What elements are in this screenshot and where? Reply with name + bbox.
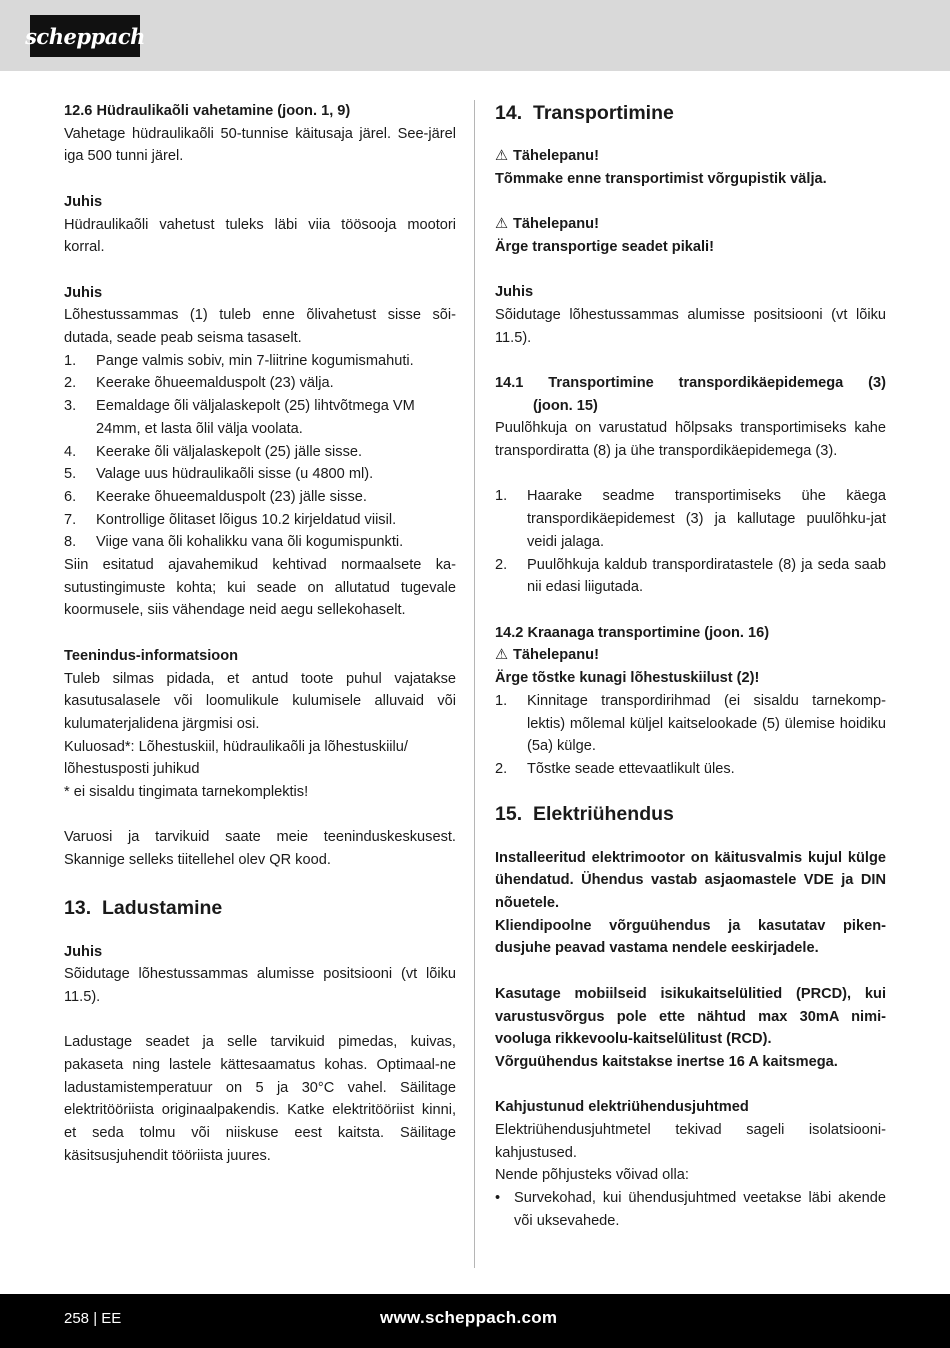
- left-column: [64, 100, 456, 1168]
- prcd-requirements: Kasutage mobiilseid isikukaitselülitied (PRCD), kui varustusvõrgus pole ette nähtud max 30mA nimi-vooluga rikkevoolu-kaitselülitust (RCD).: [495, 985, 886, 1048]
- list-item: 2. Puulõhkuja kaldub transpordiratastele (8) ja seda saab nii edasi liigutada.: [495, 556, 886, 596]
- section-14-2-title: 14.2 Kraanaga transportimine (joon. 16): [495, 624, 770, 641]
- warning-title: ⚠ Tähelepanu!: [495, 145, 886, 168]
- list-item: • Survekohad, kui ühendusjuhtmed veetakse läbi akende või uksevahede.: [495, 1190, 886, 1229]
- section-15-heading: 15. Elektriühendus: [495, 802, 674, 825]
- crane-transport-steps: [495, 690, 886, 781]
- note-text: Hüdraulikaõli vahetust tuleks läbi viia töösooja mootori korral.: [64, 216, 456, 256]
- list-item: 1. Haarake seadme transportimiseks ühe käega transpordikäepidemest (3) ja kallutage puulõhku-jat veidi jalaga.: [495, 488, 886, 550]
- list-item: 3. Eemaldage õli väljalaskepolt (25) lihtvõtmega VM 24mm, et lasta õlil välja voolata.: [64, 398, 415, 437]
- damaged-cables-title: Kahjustunud elektriühendusjuhtmed: [495, 1099, 749, 1116]
- warning-title: ⚠ Tähelepanu!: [495, 213, 886, 236]
- spare-parts-text: Varuosi ja tarvikuid saate meie teeninduskeskusest. Skannige selleks tiitellehel olev QR kood.: [64, 829, 456, 869]
- column-divider: [474, 100, 475, 1268]
- warning-text: Tõmmake enne transportimist võrgupistik välja.: [495, 170, 827, 187]
- brand-logo: scheppach: [30, 15, 140, 57]
- list-item: 1. Pange valmis sobiv, min 7-liitrine kogumismahuti.: [64, 352, 414, 369]
- intervals-text: Siin esitatud ajavahemikud kehtivad normaalsete ka-sutustingimuste kohta; kui seade on allutatud tugevale koormusele, siis vähendage neid aegu sellekohaselt.: [64, 557, 456, 619]
- handle-transport-steps: [495, 485, 886, 599]
- warning-text: Ärge transportige seadet pikali!: [495, 238, 714, 255]
- service-info-text: Tuleb silmas pidada, et antud toote puhul vajatakse kasutusalasele või loomulikule kulumisele alluvaid või kulumaterjalidena järgmisi osi.: [64, 670, 456, 732]
- note-title: Juhis: [64, 943, 103, 960]
- damage-reasons: [495, 1187, 886, 1232]
- note-text: Lõhestussammas (1) tuleb enne õlivahetust sisse sõi-dutada, seade peab seisma tasaselt.: [64, 307, 456, 346]
- list-item: 2. Tõstke seade ettevaatlikult üles.: [495, 760, 735, 777]
- note-title: Juhis: [495, 284, 534, 301]
- electrical-requirements: Installeeritud elektrimootor on käitusvalmis kujul külge ühendatud. Ühendus vastab asjaomastele VDE ja DIN nõuetele.: [495, 849, 886, 912]
- list-item: 6. Keerake õhueemalduspolt (23) jälle sisse.: [64, 488, 367, 505]
- section-13-heading: 13. Ladustamine: [64, 896, 223, 919]
- page-footer: [0, 1294, 950, 1348]
- warning-triangle-icon: ⚠: [495, 148, 509, 164]
- page-number: 258 | EE: [64, 1310, 122, 1327]
- note-text: Sõidutage lõhestussammas alumisse positsiooni (vt lõiku 11.5).: [64, 966, 456, 1005]
- section-14-1-title: 14.1 Transportimine transpordikäepidemega (3): [495, 374, 886, 391]
- warning-triangle-icon: ⚠: [495, 216, 509, 233]
- reasons-intro: Nende põhjusteks võivad olla:: [495, 1167, 689, 1184]
- section-14-1-text: Puulõhkuja on varustatud hõlpsaks transportimiseks kahe transpordiratta (8) ja ühe transpordikäepidemega (3).: [495, 420, 886, 460]
- oil-change-steps: [64, 350, 456, 554]
- damaged-cables-text: Elektriühendusjuhtmetel tekivad sageli isolatsiooni-kahjustused.: [495, 1122, 886, 1161]
- warning-text: Ärge tõstke kunagi lõhestuskiilust (2)!: [495, 670, 760, 687]
- service-info-title: Teenindus-informatsioon: [64, 647, 239, 664]
- note-title: Juhis: [64, 193, 103, 210]
- note-text: Sõidutage lõhestussammas alumisse positsiooni (vt lõiku 11.5).: [495, 306, 886, 346]
- section-12-6-title: 12.6 Hüdraulikaõli vahetamine (joon. 1, 9): [64, 103, 351, 119]
- website-url: www.scheppach.com: [380, 1308, 558, 1327]
- list-item: 8. Viige vana õli kohalikku vana õli kogumispunkti.: [64, 534, 404, 551]
- list-item: 1. Kinnitage transpordirihmad (ei sisaldu tarnekomp-lektis) mõlemal küljel kaitselookade (5) ülemise hoidiku (5a) külge.: [495, 692, 886, 755]
- extension-cable-requirements: Kliendipoolne võrguühendus ja kasutatav piken-dusjuhe peavad vastama nendele eeskirjadele.: [495, 917, 886, 957]
- list-item: 4. Keerake õli väljalaskepolt (25) jälle sisse.: [64, 443, 363, 460]
- page-header: [0, 0, 950, 71]
- warning-title: ⚠ Tähelepanu!: [495, 644, 886, 667]
- storage-text: Ladustage seadet ja selle tarvikuid pimedas, kuivas, pakaseta ning lastele kättesaamatus kohas. Optimaal-ne ladustamistemperatuur on 5 ja 30°C vahel. Säilitage elektritööriista originaalpakendis. Katke elektritööriist kinni, et seda tolmu või niiskuse eest kaitsta. Säilitage käsitsusjuhendit tööriista juures.: [64, 1034, 456, 1164]
- fuse-requirements: Võrguühendus kaitstakse inertse 16 A kaitsmega.: [495, 1053, 838, 1070]
- wear-parts-note: * ei sisaldu tingimata tarnekomplektis!: [64, 784, 309, 801]
- wear-parts-text: Kuluosad*: Lõhestuskiil, hüdraulikaõli ja lõhestuskiilu/ lõhestusposti juhikud: [64, 738, 408, 778]
- list-item: 2. Keerake õhueemalduspolt (23) välja.: [64, 375, 334, 392]
- section-12-6-text: Vahetage hüdraulikaõli 50-tunnise käitusaja järel. See-järel iga 500 tunni järel.: [64, 125, 456, 165]
- warning-triangle-icon: ⚠: [495, 647, 509, 664]
- note-title: Juhis: [64, 284, 103, 301]
- list-item: 5. Valage uus hüdraulikaõli sisse (u 4800 ml).: [64, 466, 374, 483]
- list-item: 7. Kontrollige õlitaset lõigus 10.2 kirjeldatud viisil.: [64, 511, 397, 528]
- right-column: [495, 100, 886, 1233]
- section-14-1-title-cont: (joon. 15): [533, 397, 598, 414]
- section-14-heading: 14. Transportimine: [495, 102, 674, 124]
